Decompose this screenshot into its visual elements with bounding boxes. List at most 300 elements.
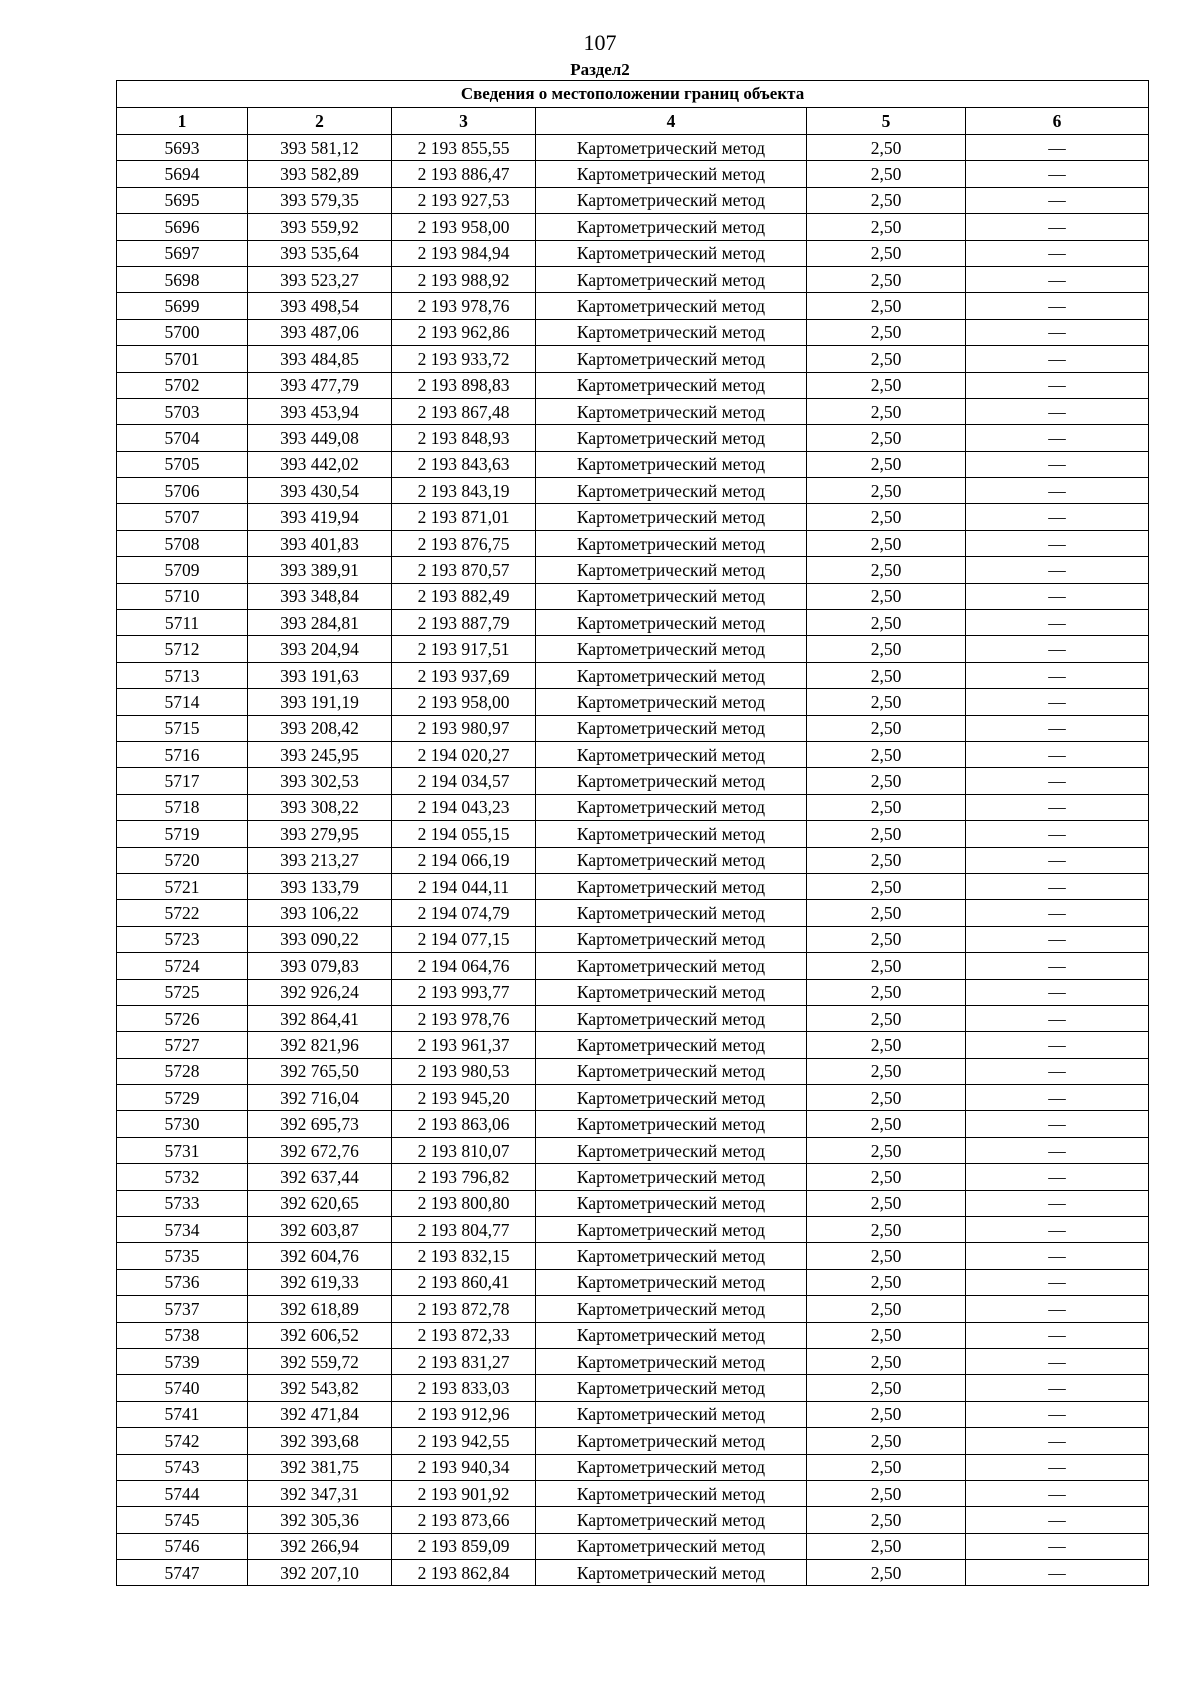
table-row: [117, 372, 1149, 398]
table-cell: 2 193 872,33: [392, 1322, 536, 1348]
table-cell: 2 193 978,76: [392, 293, 536, 319]
table-cell: 2 193 984,94: [392, 240, 536, 266]
table-cell: 5727: [117, 1032, 248, 1058]
table-cell: 2 194 034,57: [392, 768, 536, 794]
table-cell: 5701: [117, 346, 248, 372]
table-row: [117, 900, 1149, 926]
table-cell: 2 194 020,27: [392, 741, 536, 767]
table-cell: 5733: [117, 1190, 248, 1216]
table-cell: —: [966, 636, 1149, 662]
table-cell: Картометрический метод: [536, 847, 807, 873]
table-row: [117, 1164, 1149, 1190]
table-cell: 2,50: [807, 1243, 966, 1269]
table-cell: 393 279,95: [248, 821, 392, 847]
table-cell: 393 284,81: [248, 610, 392, 636]
table-cell: 393 389,91: [248, 557, 392, 583]
boundary-coordinates-table: [116, 80, 1149, 1586]
table-cell: 2,50: [807, 187, 966, 213]
table-cell: —: [966, 741, 1149, 767]
table-row: [117, 1375, 1149, 1401]
table-row: [117, 847, 1149, 873]
table-cell: 392 381,75: [248, 1454, 392, 1480]
table-cell: 5715: [117, 715, 248, 741]
table-cell: 2,50: [807, 847, 966, 873]
table-cell: 2 193 882,49: [392, 583, 536, 609]
table-cell: 393 523,27: [248, 266, 392, 292]
table-cell: Картометрический метод: [536, 1137, 807, 1163]
table-cell: 2 193 958,00: [392, 689, 536, 715]
table-cell: —: [966, 1401, 1149, 1427]
table-cell: —: [966, 293, 1149, 319]
table-cell: —: [966, 1348, 1149, 1374]
table-cell: Картометрический метод: [536, 187, 807, 213]
table-cell: 392 305,36: [248, 1507, 392, 1533]
table-cell: 5742: [117, 1428, 248, 1454]
table-cell: 393 498,54: [248, 293, 392, 319]
table-cell: Картометрический метод: [536, 240, 807, 266]
table-cell: 2,50: [807, 425, 966, 451]
table-cell: 2 193 800,80: [392, 1190, 536, 1216]
column-header: 5: [807, 108, 966, 135]
table-cell: Картометрический метод: [536, 135, 807, 161]
table-row: [117, 1560, 1149, 1586]
table-cell: 5702: [117, 372, 248, 398]
table-cell: 392 347,31: [248, 1480, 392, 1506]
table-cell: Картометрический метод: [536, 1085, 807, 1111]
table-cell: —: [966, 1454, 1149, 1480]
table-cell: 5737: [117, 1296, 248, 1322]
table-cell: —: [966, 1507, 1149, 1533]
table-cell: Картометрический метод: [536, 266, 807, 292]
table-cell: 2,50: [807, 715, 966, 741]
table-row: [117, 610, 1149, 636]
table-cell: 5746: [117, 1533, 248, 1559]
table-cell: Картометрический метод: [536, 1058, 807, 1084]
table-cell: Картометрический метод: [536, 1032, 807, 1058]
table-cell: —: [966, 1005, 1149, 1031]
table-cell: 5740: [117, 1375, 248, 1401]
table-cell: 2 193 859,09: [392, 1533, 536, 1559]
table-cell: 393 581,12: [248, 135, 392, 161]
table-cell: 2,50: [807, 1428, 966, 1454]
table-cell: 2,50: [807, 794, 966, 820]
table-row: [117, 979, 1149, 1005]
table-row: [117, 1401, 1149, 1427]
column-header: 6: [966, 108, 1149, 135]
table-cell: 2 193 860,41: [392, 1269, 536, 1295]
table-cell: Картометрический метод: [536, 1348, 807, 1374]
table-cell: Картометрический метод: [536, 372, 807, 398]
table-body: [117, 135, 1149, 1586]
table-cell: 392 604,76: [248, 1243, 392, 1269]
table-cell: 2,50: [807, 741, 966, 767]
table-cell: 392 864,41: [248, 1005, 392, 1031]
table-cell: 392 716,04: [248, 1085, 392, 1111]
table-cell: 2,50: [807, 557, 966, 583]
table-cell: Картометрический метод: [536, 1428, 807, 1454]
table-cell: Картометрический метод: [536, 1454, 807, 1480]
table-cell: 2,50: [807, 1507, 966, 1533]
table-cell: 2 193 942,55: [392, 1428, 536, 1454]
table-cell: Картометрический метод: [536, 662, 807, 688]
table-header-row: [117, 108, 1149, 135]
table-row: [117, 425, 1149, 451]
table-cell: 2 193 810,07: [392, 1137, 536, 1163]
table-cell: 2 193 831,27: [392, 1348, 536, 1374]
table-cell: 393 191,19: [248, 689, 392, 715]
table-cell: 2 193 933,72: [392, 346, 536, 372]
table-row: [117, 214, 1149, 240]
table-row: [117, 715, 1149, 741]
table-cell: 2,50: [807, 1480, 966, 1506]
table-cell: 5730: [117, 1111, 248, 1137]
table-cell: 392 618,89: [248, 1296, 392, 1322]
table-cell: 5707: [117, 504, 248, 530]
table-cell: Картометрический метод: [536, 1164, 807, 1190]
table-cell: Картометрический метод: [536, 1269, 807, 1295]
column-header: 1: [117, 108, 248, 135]
table-cell: 5728: [117, 1058, 248, 1084]
table-cell: 2 193 872,78: [392, 1296, 536, 1322]
table-cell: —: [966, 398, 1149, 424]
table-cell: Картометрический метод: [536, 794, 807, 820]
table-row: [117, 557, 1149, 583]
table-cell: —: [966, 346, 1149, 372]
table-cell: 2 193 917,51: [392, 636, 536, 662]
table-cell: 2 194 043,23: [392, 794, 536, 820]
table-cell: —: [966, 1032, 1149, 1058]
table-cell: 2 193 870,57: [392, 557, 536, 583]
table-cell: —: [966, 715, 1149, 741]
table-cell: 2,50: [807, 372, 966, 398]
table-cell: Картометрический метод: [536, 451, 807, 477]
table-cell: —: [966, 926, 1149, 952]
table-row: [117, 662, 1149, 688]
table-cell: Картометрический метод: [536, 530, 807, 556]
table-cell: —: [966, 1137, 1149, 1163]
table-cell: 392 603,87: [248, 1217, 392, 1243]
table-cell: 393 208,42: [248, 715, 392, 741]
table-cell: —: [966, 583, 1149, 609]
page-number: 107: [583, 30, 617, 55]
table-cell: 2 193 978,76: [392, 1005, 536, 1031]
table-cell: 2 193 901,92: [392, 1480, 536, 1506]
table-cell: 392 543,82: [248, 1375, 392, 1401]
table-cell: Картометрический метод: [536, 873, 807, 899]
table-cell: 5721: [117, 873, 248, 899]
table-cell: Картометрический метод: [536, 1533, 807, 1559]
table-cell: 5725: [117, 979, 248, 1005]
table-cell: 2,50: [807, 1348, 966, 1374]
table-cell: Картометрический метод: [536, 478, 807, 504]
table-cell: 5695: [117, 187, 248, 213]
table-cell: 2 193 843,19: [392, 478, 536, 504]
table-cell: 5745: [117, 1507, 248, 1533]
table-cell: 393 484,85: [248, 346, 392, 372]
table-cell: 2,50: [807, 873, 966, 899]
table-row: [117, 1111, 1149, 1137]
table-cell: Картометрический метод: [536, 504, 807, 530]
table-cell: 392 606,52: [248, 1322, 392, 1348]
table-cell: 392 672,76: [248, 1137, 392, 1163]
table-cell: —: [966, 610, 1149, 636]
table-cell: 5722: [117, 900, 248, 926]
table-cell: 2,50: [807, 636, 966, 662]
section-title: Раздел2: [570, 60, 630, 79]
table-cell: Картометрический метод: [536, 1401, 807, 1427]
table-cell: 2 193 912,96: [392, 1401, 536, 1427]
table-cell: —: [966, 953, 1149, 979]
table-cell: Картометрический метод: [536, 319, 807, 345]
table-cell: 393 204,94: [248, 636, 392, 662]
table-cell: —: [966, 372, 1149, 398]
table-cell: —: [966, 530, 1149, 556]
table-cell: —: [966, 794, 1149, 820]
table-cell: 2 193 848,93: [392, 425, 536, 451]
table-cell: 2,50: [807, 161, 966, 187]
table-cell: 2,50: [807, 214, 966, 240]
table-caption-row: [117, 81, 1149, 108]
table-cell: 393 535,64: [248, 240, 392, 266]
table-cell: —: [966, 1480, 1149, 1506]
table-cell: 392 393,68: [248, 1428, 392, 1454]
table-cell: 2,50: [807, 1375, 966, 1401]
table-cell: 5706: [117, 478, 248, 504]
table-cell: 2 194 064,76: [392, 953, 536, 979]
table-cell: 2,50: [807, 1533, 966, 1559]
table-cell: 2 193 804,77: [392, 1217, 536, 1243]
table-cell: Картометрический метод: [536, 1005, 807, 1031]
table-cell: 5731: [117, 1137, 248, 1163]
column-header: 4: [536, 108, 807, 135]
table-cell: 2 193 940,34: [392, 1454, 536, 1480]
table-cell: 2,50: [807, 1322, 966, 1348]
table-cell: 2,50: [807, 478, 966, 504]
table-cell: 393 582,89: [248, 161, 392, 187]
table-cell: 2 193 927,53: [392, 187, 536, 213]
table-cell: 5723: [117, 926, 248, 952]
table-cell: 2 193 871,01: [392, 504, 536, 530]
table-cell: —: [966, 873, 1149, 899]
table-cell: 2,50: [807, 689, 966, 715]
table-cell: 5724: [117, 953, 248, 979]
table-cell: 2,50: [807, 1560, 966, 1586]
table-cell: 5703: [117, 398, 248, 424]
table-cell: 5734: [117, 1217, 248, 1243]
table-cell: 5694: [117, 161, 248, 187]
table-cell: 2 193 886,47: [392, 161, 536, 187]
table-row: [117, 478, 1149, 504]
table-cell: 5711: [117, 610, 248, 636]
table-cell: 2 194 074,79: [392, 900, 536, 926]
table-row: [117, 1507, 1149, 1533]
table-cell: 2,50: [807, 953, 966, 979]
table-row: [117, 636, 1149, 662]
table-cell: 2 194 055,15: [392, 821, 536, 847]
table-row: [117, 1032, 1149, 1058]
table-cell: Картометрический метод: [536, 1322, 807, 1348]
table-cell: Картометрический метод: [536, 293, 807, 319]
table-cell: 5726: [117, 1005, 248, 1031]
table-cell: 2 193 863,06: [392, 1111, 536, 1137]
table-row: [117, 953, 1149, 979]
table-cell: 2,50: [807, 398, 966, 424]
table-row: [117, 873, 1149, 899]
table-caption: Сведения о местоположении границ объекта: [117, 81, 1149, 108]
table-row: [117, 398, 1149, 424]
table-cell: 2,50: [807, 610, 966, 636]
table-cell: 393 308,22: [248, 794, 392, 820]
table-cell: Картометрический метод: [536, 398, 807, 424]
table-cell: Картометрический метод: [536, 715, 807, 741]
table-cell: —: [966, 266, 1149, 292]
table-cell: 393 106,22: [248, 900, 392, 926]
table-cell: 2,50: [807, 1032, 966, 1058]
table-cell: 2 193 876,75: [392, 530, 536, 556]
table-cell: —: [966, 1533, 1149, 1559]
table-cell: 2 193 832,15: [392, 1243, 536, 1269]
table-cell: 2 194 044,11: [392, 873, 536, 899]
table-cell: Картометрический метод: [536, 1560, 807, 1586]
table-row: [117, 135, 1149, 161]
table-cell: Картометрический метод: [536, 821, 807, 847]
table-cell: —: [966, 319, 1149, 345]
table-cell: —: [966, 187, 1149, 213]
table-cell: —: [966, 1269, 1149, 1295]
table-cell: 2 193 958,00: [392, 214, 536, 240]
table-cell: 393 430,54: [248, 478, 392, 504]
table-row: [117, 741, 1149, 767]
table-cell: 392 637,44: [248, 1164, 392, 1190]
table-cell: Картометрический метод: [536, 161, 807, 187]
table-cell: 5697: [117, 240, 248, 266]
table-cell: 392 471,84: [248, 1401, 392, 1427]
table-cell: 2 194 077,15: [392, 926, 536, 952]
table-cell: 5744: [117, 1480, 248, 1506]
table-row: [117, 1190, 1149, 1216]
table-cell: —: [966, 768, 1149, 794]
table-row: [117, 926, 1149, 952]
table-row: [117, 821, 1149, 847]
table-cell: —: [966, 451, 1149, 477]
table-cell: 2 193 962,86: [392, 319, 536, 345]
table-row: [117, 1348, 1149, 1374]
table-cell: 2,50: [807, 1005, 966, 1031]
table-cell: 393 191,63: [248, 662, 392, 688]
table-cell: 392 620,65: [248, 1190, 392, 1216]
table-cell: 393 302,53: [248, 768, 392, 794]
table-cell: —: [966, 1296, 1149, 1322]
table-cell: 393 348,84: [248, 583, 392, 609]
table-cell: 5700: [117, 319, 248, 345]
table-cell: 5739: [117, 1348, 248, 1374]
table-cell: Картометрический метод: [536, 214, 807, 240]
table-cell: 393 453,94: [248, 398, 392, 424]
table-cell: 393 401,83: [248, 530, 392, 556]
table-cell: 5736: [117, 1269, 248, 1295]
table-cell: 392 559,72: [248, 1348, 392, 1374]
table-cell: 5720: [117, 847, 248, 873]
table-cell: 5719: [117, 821, 248, 847]
table-cell: —: [966, 689, 1149, 715]
table-cell: 2,50: [807, 266, 966, 292]
table-cell: 2 193 988,92: [392, 266, 536, 292]
table-cell: —: [966, 214, 1149, 240]
table-cell: 5747: [117, 1560, 248, 1586]
table-cell: 5738: [117, 1322, 248, 1348]
table-cell: 2,50: [807, 293, 966, 319]
table-row: [117, 266, 1149, 292]
table-cell: 2 193 862,84: [392, 1560, 536, 1586]
table-cell: Картометрический метод: [536, 346, 807, 372]
table-cell: 5743: [117, 1454, 248, 1480]
table-cell: 393 079,83: [248, 953, 392, 979]
table-cell: 2,50: [807, 1111, 966, 1137]
table-row: [117, 240, 1149, 266]
table-cell: Картометрический метод: [536, 1217, 807, 1243]
table-cell: 2,50: [807, 1058, 966, 1084]
table-cell: 393 477,79: [248, 372, 392, 398]
table-cell: 5729: [117, 1085, 248, 1111]
table-cell: 2,50: [807, 346, 966, 372]
table-cell: —: [966, 1322, 1149, 1348]
table-cell: —: [966, 1058, 1149, 1084]
table-cell: 392 765,50: [248, 1058, 392, 1084]
table-row: [117, 451, 1149, 477]
table-row: [117, 187, 1149, 213]
table-row: [117, 504, 1149, 530]
table-cell: Картометрический метод: [536, 689, 807, 715]
table-cell: 5693: [117, 135, 248, 161]
table-row: [117, 1296, 1149, 1322]
table-cell: 392 926,24: [248, 979, 392, 1005]
table-cell: 393 213,27: [248, 847, 392, 873]
table-cell: —: [966, 1164, 1149, 1190]
table-cell: 2 193 887,79: [392, 610, 536, 636]
table-cell: 5713: [117, 662, 248, 688]
table-cell: —: [966, 1111, 1149, 1137]
table-cell: Картометрический метод: [536, 1375, 807, 1401]
table-cell: 5704: [117, 425, 248, 451]
table-row: [117, 1322, 1149, 1348]
table-cell: 393 442,02: [248, 451, 392, 477]
table-cell: 392 821,96: [248, 1032, 392, 1058]
table-cell: 2,50: [807, 1190, 966, 1216]
table-cell: 2 194 066,19: [392, 847, 536, 873]
table-cell: Картометрический метод: [536, 1480, 807, 1506]
table-row: [117, 1137, 1149, 1163]
table-cell: Картометрический метод: [536, 557, 807, 583]
table-cell: Картометрический метод: [536, 979, 807, 1005]
table-row: [117, 1533, 1149, 1559]
table-cell: Картометрический метод: [536, 1296, 807, 1322]
table-cell: 2,50: [807, 1217, 966, 1243]
table-cell: Картометрический метод: [536, 900, 807, 926]
table-cell: —: [966, 1375, 1149, 1401]
table-cell: 2,50: [807, 1085, 966, 1111]
table-cell: 5698: [117, 266, 248, 292]
table-cell: 2 193 980,53: [392, 1058, 536, 1084]
table-cell: 5710: [117, 583, 248, 609]
table-cell: 393 419,94: [248, 504, 392, 530]
table-cell: 2 193 867,48: [392, 398, 536, 424]
table-cell: 2,50: [807, 821, 966, 847]
table-row: [117, 346, 1149, 372]
table-cell: 5732: [117, 1164, 248, 1190]
table-row: [117, 1058, 1149, 1084]
table-cell: 393 449,08: [248, 425, 392, 451]
table-cell: Картометрический метод: [536, 768, 807, 794]
